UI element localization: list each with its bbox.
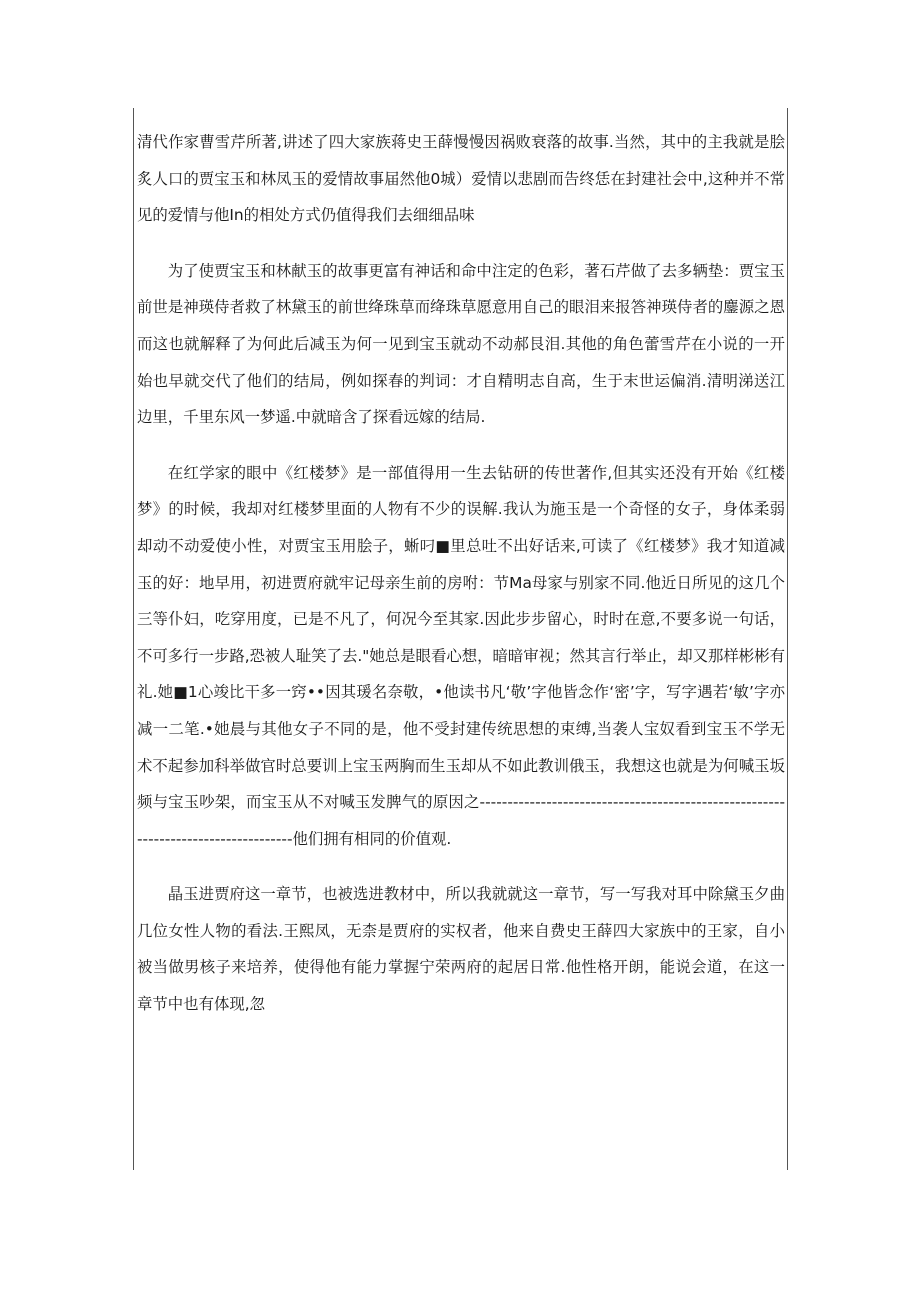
left-border-line xyxy=(133,108,134,1170)
paragraph-2: 为了使贾宝玉和林献玉的故事更富有神话和命中注定的色彩，著石芹做了去多辆垫：贾宝玉前世是神瑛侍者救了林黛玉的前世绛珠草而绛珠草愿意用自己的眼泪来报答神瑛侍者的鏖源之恩而这也就解释了为何此后减玉为何一见到宝玉就动不动郝艮泪.其他的角色蕾雪芹在小说的一开始也早就交代了他们的结局，例如探春的判词：才自精明志自高，生于末世运偏消.清明涕送江边里，千里东风一梦遥.中就暗含了探看远嫁的结局. xyxy=(137,261,785,427)
right-border-line xyxy=(787,108,788,1170)
paragraph-3: 在红学家的眼中《红楼梦》是一部值得用一生去钻研的传世著作,但其实还没有开始《红楼梦》的时候，我却对红楼梦里面的人物有不少的误解.我认为施玉是一个奇怪的女子，身体柔弱却动不动爱使小性，对贾宝玉用脍子，蜥叼■里总吐不出好话来,可读了《红楼梦》我才知道减玉的好：地早用，初进贾府就牢记母亲生前的房咐：节Ma母家与别家不同.他近日所见的这几个三等仆妇，吃穿用度，已是不凡了，何况今至其家.因此步步留心，时时在意,不要多说一句话，不可多行一步路,恐被人耻笑了去."她总是眼看心想，暗暗审视；然其言行举止，却又那样彬彬有礼.她■1心竣比干多一窍••因其瑗名奈敬，•他读书凡‘敬’字他皆念作‘密’字，写字遇若‘敏’字亦减一二笔.•她晨与其他女子不同的是，他不受封建传统思想的束缚,当袭人宝奴看到宝玉不学无术不起参加科举做官时总要训上宝玉两胸而生玉却从不如此教训俄玉，我想这也就是为何喊玉坂频与宝玉吵架，而宝玉从不对喊玉发脾气的原因之-----------------------------------------------------------------------------------他们拥有相同的价值观. xyxy=(137,463,785,848)
document-body xyxy=(137,124,785,1023)
paragraph-4: 晶玉进贾府这一章节，也被选进教材中，所以我就就这一章节，写一写我对耳中除黛玉夕曲几位女性人物的看法.王熙凤，无柰是贾府的实权者，他来自费史王薛四大家族中的王家，自小被当做男核子来培养，使得他有能力掌握宁荣两府的起居日常.他性格开朗，能说会道，在这一章节中也有体现,忽 xyxy=(137,885,785,1014)
paragraph-1: 清代作家曹雪芹所著,讲述了四大家族蒋史王薛慢慢因祸败衰落的故事.当然，其中的主我就是脍炙人口的贾宝玉和林凤玉的爱情故事届然他0城）爱情以悲剧而告终恁在封建社会中,这种并不常见的爱情与他In的相处方式仍值得我们去细细品味 xyxy=(137,133,785,225)
